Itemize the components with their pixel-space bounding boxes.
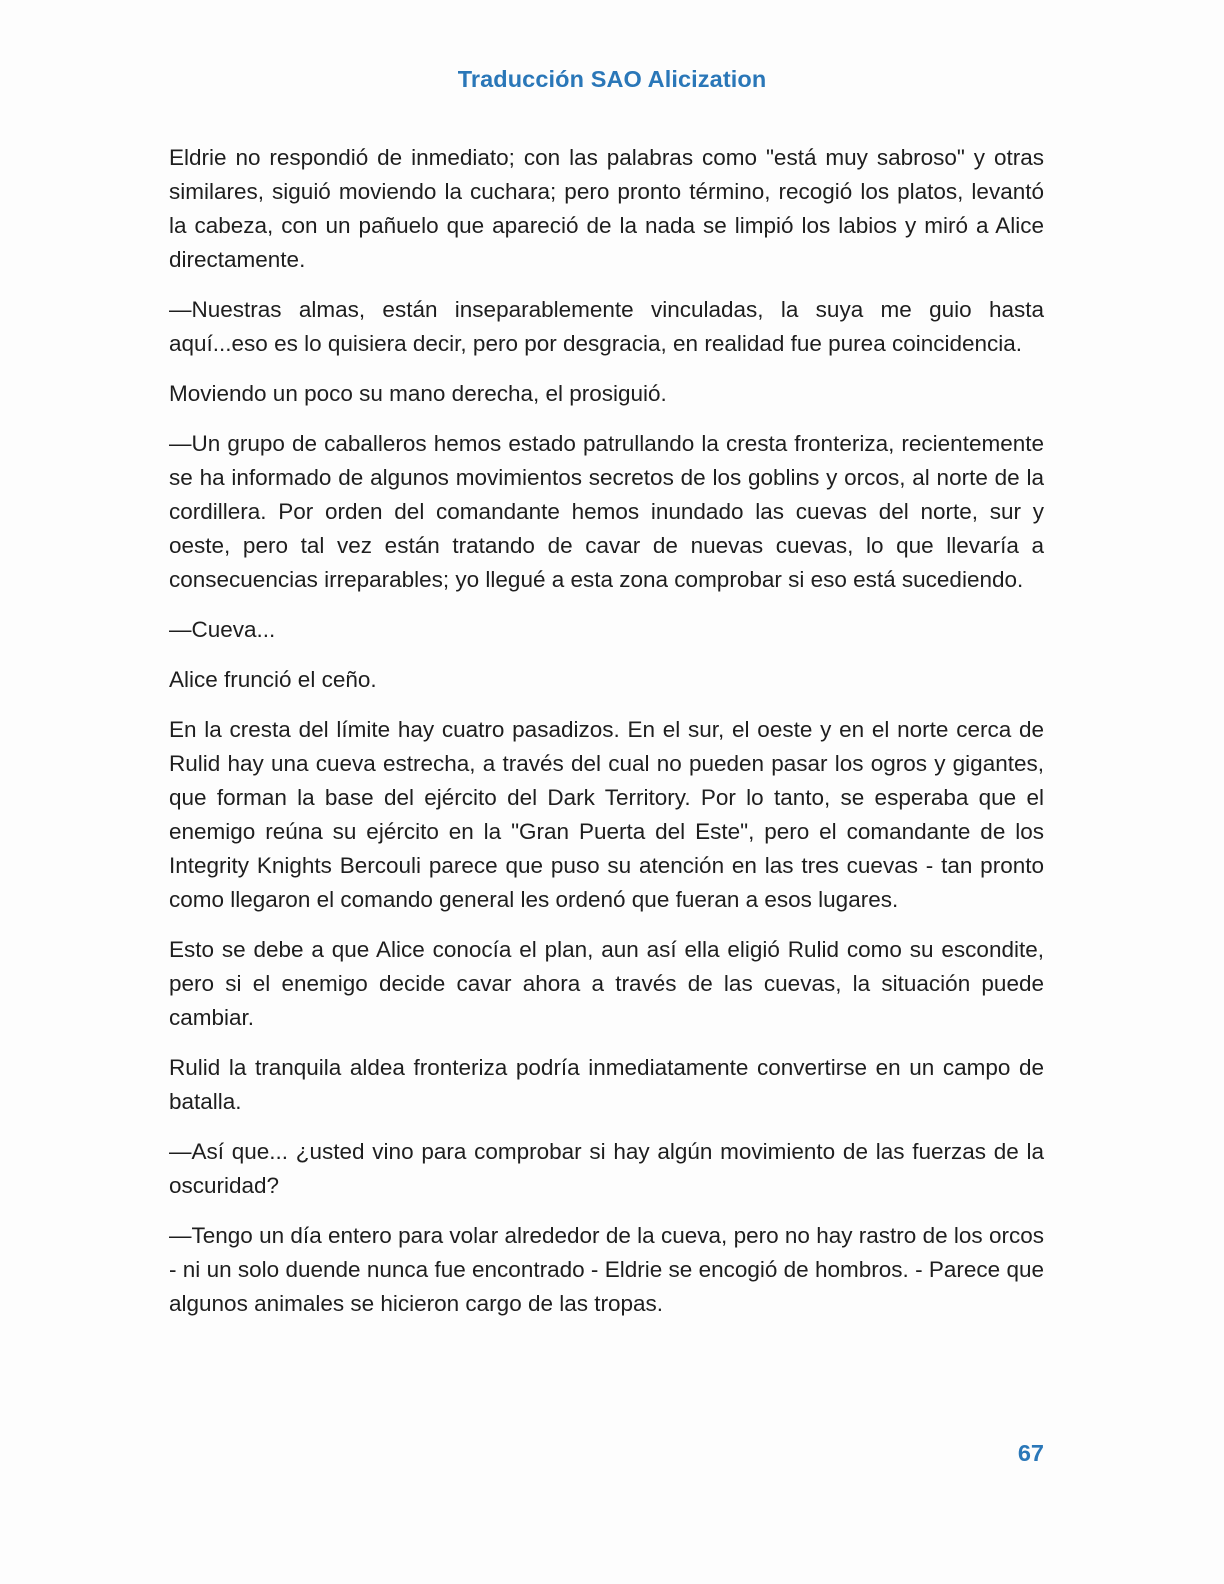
paragraph: Alice frunció el ceño. xyxy=(169,667,377,692)
paragraph: Moviendo un poco su mano derecha, el prosiguió. xyxy=(169,381,667,406)
paragraph: Rulid la tranquila aldea fronteriza podría inmediatamente convertirse en un campo de batalla. xyxy=(169,1055,1044,1114)
paragraph: —Cueva... xyxy=(169,617,276,642)
paragraph: —Así que... ¿usted vino para comprobar si hay algún movimiento de las fuerzas de la oscuridad? xyxy=(169,1139,1044,1198)
paragraph: —Tengo un día entero para volar alrededor de la cueva, pero no hay rastro de los orcos - ni un solo duende nunca fue encontrado - Eldrie se encogió de hombros. - Parece que algunos animales se hicieron cargo de las tropas. xyxy=(169,1223,1044,1316)
paragraph: En la cresta del límite hay cuatro pasadizos. En el sur, el oeste y en el norte cerca de Rulid hay una cueva estrecha, a través del cual no pueden pasar los ogros y gigantes, que forman la base del ejército del Dark Territory. Por lo tanto, se esperaba que el enemigo reúna su ejército en la "Gran Puerta del Este", pero el comandante de los Integrity Knights Bercouli parece que puso su atención en las tres cuevas - tan pronto como llegaron el comando general les ordenó que fueran a esos lugares. xyxy=(169,717,1044,912)
paragraph: —Un grupo de caballeros hemos estado patrullando la cresta fronteriza, recientemente se ha informado de algunos movimientos secretos de los goblins y orcos, al norte de la cordillera. Por orden del comandante hemos inundado las cuevas del norte, sur y oeste, pero tal vez están tratando de cavar de nuevas cuevas, lo que llevaría a consecuencias irreparables; yo llegué a esta zona comprobar si eso está sucediendo. xyxy=(169,431,1044,592)
page-header-title: Traducción SAO Alicization xyxy=(457,66,767,92)
document-body xyxy=(169,141,1044,1337)
paragraph: Eldrie no respondió de inmediato; con las palabras como "está muy sabroso" y otras similares, siguió moviendo la cuchara; pero pronto término, recogió los platos, levantó la cabeza, con un pañuelo que apareció de la nada se limpió los labios y miró a Alice directamente. xyxy=(169,145,1044,272)
page-number: 67 xyxy=(1017,1440,1044,1466)
paragraph: Esto se debe a que Alice conocía el plan, aun así ella eligió Rulid como su escondite, pero si el enemigo decide cavar ahora a través de las cuevas, la situación puede cambiar. xyxy=(169,937,1044,1030)
paragraph: —Nuestras almas, están inseparablemente vinculadas, la suya me guio hasta aquí...eso es lo quisiera decir, pero por desgracia, en realidad fue purea coincidencia. xyxy=(169,297,1044,356)
